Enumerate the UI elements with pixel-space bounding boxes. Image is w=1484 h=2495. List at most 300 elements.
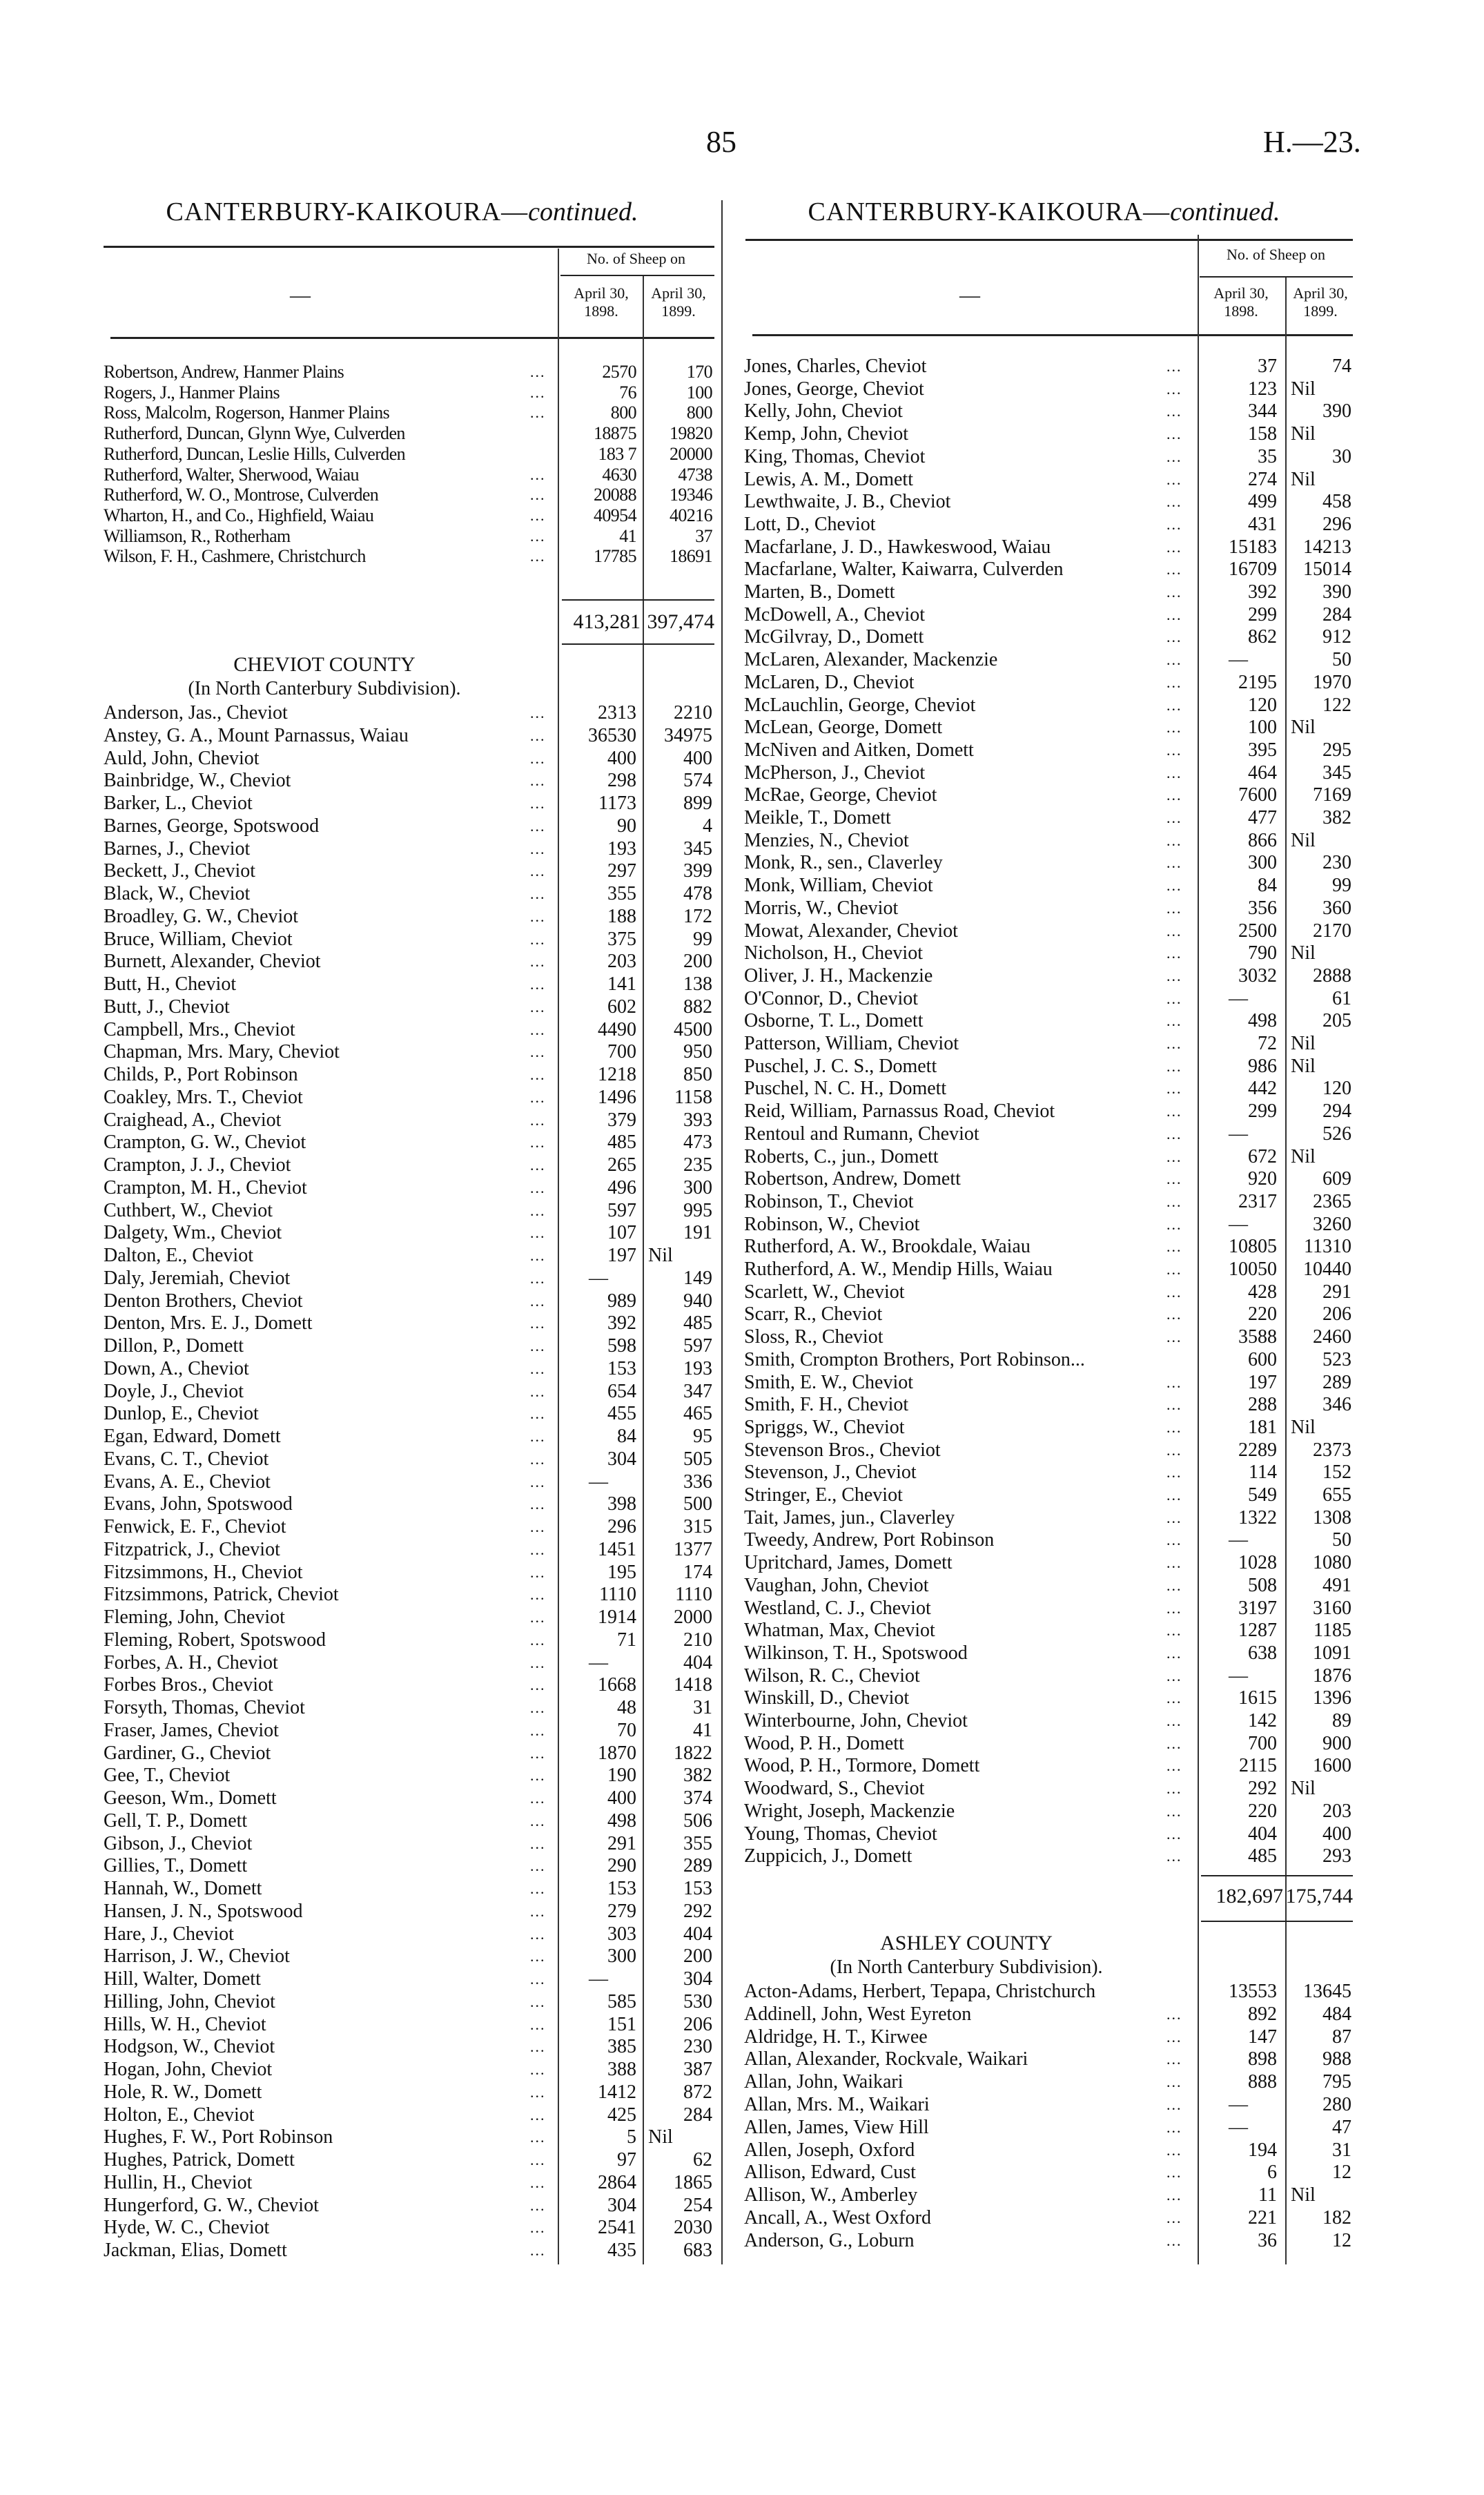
sheep-1899: 347: [683, 1380, 712, 1402]
owner-name: Hogan, John, Cheviot: [104, 2059, 273, 2080]
table-row: [104, 1945, 712, 1968]
table-row: [104, 1358, 712, 1380]
leader-dots: ...: [530, 363, 546, 380]
sheep-1898: 147: [1248, 2026, 1277, 2048]
sheep-1899: Nil: [1291, 2184, 1316, 2206]
left-total-1899: 397,474: [647, 610, 714, 633]
sheep-1898: 549: [1248, 1484, 1277, 1506]
leader-dots: ...: [1166, 786, 1182, 804]
owner-name: Nicholson, H., Cheviot: [744, 942, 923, 964]
leader-dots: ...: [530, 975, 546, 993]
sheep-1898: 195: [607, 1561, 636, 1583]
sheep-1899: 795: [1322, 2071, 1351, 2093]
owner-name: Smith, Crompton Brothers, Port Robinson...: [744, 1348, 1085, 1370]
table-row: [744, 1981, 1351, 2003]
owner-name: Forsyth, Thomas, Cheviot: [104, 1697, 305, 1718]
sheep-1899: 47: [1332, 2116, 1351, 2138]
owner-name: Dalgety, Wm., Cheviot: [104, 1222, 282, 1244]
leader-dots: ...: [1166, 2186, 1182, 2204]
sheep-1899: 206: [1322, 1303, 1351, 1326]
owner-name: Robinson, T., Cheviot: [744, 1190, 914, 1212]
owner-name: Wilkinson, T. H., Spotswood: [744, 1642, 968, 1664]
sheep-1898: 107: [607, 1222, 636, 1244]
leader-dots: ...: [1166, 1305, 1182, 1323]
table-row: [744, 1484, 1351, 1506]
owner-name: Hannah, W., Domett: [104, 1878, 262, 1899]
sheep-1899: 2030: [674, 2217, 712, 2239]
table-row: [744, 2026, 1351, 2048]
header-rule-bottom: [752, 334, 1353, 336]
leader-dots: ...: [530, 1812, 546, 1829]
table-row: [744, 1394, 1351, 1416]
leader-dots: ...: [1166, 515, 1182, 533]
owner-name: McLaren, Alexander, Mackenzie: [744, 649, 998, 671]
owner-name: McRae, George, Cheviot: [744, 784, 937, 806]
table-row: [744, 514, 1351, 536]
leader-dots: ...: [1166, 1554, 1182, 1572]
leader-dots: ...: [530, 907, 546, 925]
leader-dots: ...: [1166, 1328, 1182, 1346]
table-row: [744, 1575, 1351, 1597]
table-row: [104, 465, 712, 485]
sheep-1898: 2570: [602, 362, 636, 382]
sheep-1898: 274: [1248, 468, 1277, 490]
sheep-1898: 6: [1267, 2162, 1277, 2184]
page-number: 85: [706, 125, 736, 159]
sheep-1899: 152: [1322, 1462, 1351, 1484]
owner-name: Butt, H., Cheviot: [104, 973, 237, 995]
leader-dots: ...: [530, 1405, 546, 1423]
owner-name: Mowat, Alexander, Cheviot: [744, 920, 958, 942]
table-row: [104, 1539, 712, 1561]
table-row: [744, 739, 1351, 761]
sheep-1898: 392: [607, 1312, 636, 1334]
table-row: [104, 2240, 712, 2262]
owner-name: Fraser, James, Cheviot: [104, 1719, 279, 1741]
leader-dots: ...: [1166, 1103, 1182, 1120]
sheep-1899: 950: [683, 1041, 712, 1063]
sheep-1899: 19346: [669, 485, 712, 505]
sheep-1898: 16709: [1229, 559, 1277, 581]
sheep-1898: 181: [1248, 1416, 1277, 1438]
sheep-1899: 41: [693, 1719, 712, 1741]
table-row: [104, 860, 712, 882]
sheep-1898: 153: [607, 1357, 636, 1379]
sheep-1899: 203: [1322, 1800, 1351, 1822]
sheep-1899: 882: [683, 996, 712, 1018]
sheep-1899: 50: [1332, 649, 1351, 671]
sheep-1899: 4738: [678, 464, 712, 485]
sheep-1899: 1308: [1313, 1506, 1351, 1528]
sheep-1898: 400: [607, 747, 636, 769]
sheep-1898: 485: [607, 1132, 636, 1154]
sheep-1898: 602: [607, 996, 636, 1018]
owner-name: McLean, George, Domett: [744, 717, 943, 739]
sheep-1899: 295: [1322, 739, 1351, 761]
table-row: [744, 1665, 1351, 1687]
table-row: [104, 1606, 712, 1629]
table-row: [104, 838, 712, 860]
table-row: [744, 695, 1351, 717]
sheep-1899: 387: [683, 2059, 712, 2080]
table-row: [104, 382, 712, 403]
leader-dots: ...: [530, 465, 546, 483]
sheep-1899: 4: [703, 815, 712, 837]
leader-dots: ...: [530, 486, 546, 504]
leader-dots: ...: [1166, 1667, 1182, 1685]
sheep-1899: 12: [1332, 2162, 1351, 2184]
table-row: [744, 897, 1351, 920]
owner-name: Dunlop, E., Cheviot: [104, 1403, 259, 1425]
sheep-1899: 390: [1322, 400, 1351, 423]
sheep-1898: 13553: [1229, 1981, 1277, 2002]
owner-name: King, Thomas, Cheviot: [744, 445, 926, 467]
leader-dots: ...: [1166, 1712, 1182, 1729]
sheep-1899: 100: [686, 382, 712, 402]
leader-dots: ...: [530, 1247, 546, 1264]
owner-name: Osborne, T. L., Domett: [744, 1010, 924, 1032]
sheep-1899: 200: [683, 1945, 712, 1968]
sheep-1898: 598: [607, 1335, 636, 1357]
sheep-1899: 89: [1332, 1710, 1351, 1731]
sheep-1899: 191: [683, 1222, 712, 1244]
leader-dots: ...: [530, 506, 546, 524]
leader-dots: ...: [530, 1540, 546, 1558]
right-total-1898: 182,697: [1215, 1885, 1283, 1907]
sheep-1899: 74: [1332, 356, 1351, 377]
owner-name: Smith, F. H., Cheviot: [744, 1394, 909, 1416]
owner-name: Scarlett, W., Cheviot: [744, 1281, 905, 1303]
leader-dots: ...: [530, 1631, 546, 1649]
sheep-1899: 11310: [1304, 1236, 1351, 1258]
leader-dots: ...: [1166, 1441, 1182, 1459]
table-row: [104, 1154, 712, 1176]
sheep-1899: 174: [683, 1561, 712, 1583]
leader-dots: ...: [530, 1609, 546, 1626]
sheep-1899: 61: [1332, 987, 1351, 1009]
owner-name: Stevenson Bros., Cheviot: [744, 1439, 941, 1461]
table-row: [104, 2126, 712, 2148]
owner-name: Roberts, C., jun., Domett: [744, 1145, 939, 1167]
leader-dots: ...: [530, 1563, 546, 1581]
sheep-1898: 385: [607, 2036, 636, 2058]
table-row: [744, 1259, 1351, 1281]
header-rule-bottom: [110, 337, 714, 339]
subtotal-rule: [562, 599, 714, 601]
owner-name: Patterson, William, Cheviot: [744, 1033, 959, 1054]
leader-dots: ...: [530, 704, 546, 721]
owner-name: Woodward, S., Cheviot: [744, 1778, 925, 1800]
table-row: [104, 1652, 712, 1674]
leader-dots: ...: [530, 1902, 546, 1920]
header-rule-top: [745, 239, 1353, 241]
table-row: [104, 1290, 712, 1312]
owner-name: Gibson, J., Cheviot: [104, 1832, 253, 1854]
owner-name: Tweedy, Andrew, Port Robinson: [744, 1529, 995, 1551]
sheep-1898: —: [1229, 649, 1248, 671]
leader-dots: ...: [1166, 2164, 1182, 2182]
leader-dots: ...: [530, 1043, 546, 1061]
sheep-1899: 850: [683, 1064, 712, 1085]
column-divider: [721, 200, 723, 2264]
leader-dots: ...: [530, 1473, 546, 1491]
table-row: [744, 1598, 1351, 1620]
sheep-1898: 3032: [1238, 964, 1277, 987]
owner-name: Black, W., Cheviot: [104, 883, 251, 904]
owner-name: Hodgson, W., Cheviot: [104, 2036, 275, 2058]
sheep-1899: 940: [683, 1290, 712, 1312]
sheep-1898: 700: [1248, 1732, 1277, 1754]
owner-name: Cuthbert, W., Cheviot: [104, 1199, 273, 1221]
sheep-1898: 672: [1248, 1145, 1277, 1167]
table-row: [744, 604, 1351, 626]
sheep-1898: 700: [607, 1041, 636, 1063]
sheep-1899: 1158: [674, 1086, 712, 1108]
table-row: [744, 1123, 1351, 1145]
table-row: [744, 581, 1351, 603]
leader-dots: ...: [1166, 854, 1182, 872]
owner-name: Kemp, John, Cheviot: [744, 423, 908, 445]
sheep-1899: Nil: [1291, 1416, 1316, 1438]
sheep-1899: Nil: [1291, 942, 1316, 964]
table-row: [104, 526, 712, 547]
leader-dots: ...: [530, 1721, 546, 1739]
owner-name: Evans, A. E., Cheviot: [104, 1470, 271, 1493]
leader-dots: ...: [530, 1088, 546, 1106]
owner-name: Rutherford, A. W., Brookdale, Waiau: [744, 1236, 1031, 1258]
table-row: [744, 762, 1351, 784]
sheep-1899: 30: [1332, 445, 1351, 467]
leader-dots: ...: [1166, 1035, 1182, 1052]
owner-name: Jones, George, Cheviot: [744, 378, 924, 400]
leader-dots: ...: [1166, 2231, 1182, 2249]
sheep-1899: 1970: [1313, 671, 1351, 693]
owner-name: Rutherford, A. W., Mendip Hills, Waiau: [744, 1259, 1053, 1280]
sheep-1898: 2541: [598, 2217, 636, 2239]
table-row: [104, 1810, 712, 1832]
table-row: [104, 2059, 712, 2081]
sheep-1899: 1418: [674, 1674, 712, 1696]
table-row: [104, 362, 712, 382]
leader-dots: ...: [530, 1111, 546, 1129]
sheep-1899: 390: [1322, 581, 1351, 603]
sheep-1898: 920: [1248, 1168, 1277, 1190]
sheep-1899: Nil: [648, 2126, 673, 2148]
leader-dots: ...: [530, 404, 546, 422]
sheep-1898: 496: [607, 1176, 636, 1198]
sheep-1899: 296: [1322, 513, 1351, 535]
leader-dots: ...: [1166, 1396, 1182, 1414]
owner-name: O'Connor, D., Cheviot: [744, 987, 919, 1009]
sheep-1899: Nil: [1291, 1778, 1316, 1800]
owner-name: Crampton, G. W., Cheviot: [104, 1132, 306, 1154]
sheep-1898: 193: [607, 837, 636, 860]
header-col-1898: April 30, 1898.: [574, 284, 629, 320]
table-row: [744, 2139, 1351, 2162]
sheep-1898: 36: [1258, 2229, 1277, 2251]
owner-name: McPherson, J., Cheviot: [744, 761, 926, 784]
owner-name: McDowell, A., Cheviot: [744, 603, 926, 625]
leader-dots: ...: [1166, 1125, 1182, 1143]
owner-name: Rentoul and Rumann, Cheviot: [744, 1123, 979, 1145]
table-row: [744, 875, 1351, 897]
title-text: CANTERBURY-KAIKOURA—: [166, 197, 529, 226]
sheep-1899: 31: [693, 1697, 712, 1718]
leader-dots: ...: [1166, 1531, 1182, 1549]
sheep-1898: 71: [617, 1629, 636, 1651]
sheep-1898: 790: [1248, 942, 1277, 964]
sheep-1899: 62: [693, 2149, 712, 2171]
ashley-county-heading: ASHLEY COUNTY: [880, 1932, 1053, 1954]
sheep-1898: 508: [1248, 1574, 1277, 1596]
leader-dots: ...: [1166, 1508, 1182, 1526]
table-row: [744, 988, 1351, 1010]
leader-dots: ...: [1166, 719, 1182, 737]
sheep-1899: 574: [683, 770, 712, 792]
sheep-1898: —: [1229, 2094, 1248, 2115]
owner-name: Lewis, A. M., Domett: [744, 468, 913, 490]
leader-dots: ...: [530, 2196, 546, 2214]
table-row: [104, 1222, 712, 1244]
owner-name: Craighead, A., Cheviot: [104, 1109, 282, 1131]
sheep-1898: 1287: [1238, 1620, 1277, 1642]
owner-name: Allan, Alexander, Rockvale, Waikari: [744, 2048, 1028, 2070]
header-group-label: No. of Sheep on: [1227, 246, 1325, 263]
owner-name: Down, A., Cheviot: [104, 1357, 249, 1379]
leader-dots: ...: [1166, 741, 1182, 759]
owner-name: McLauchlin, George, Cheviot: [744, 694, 976, 716]
owner-name: Ancall, A., West Oxford: [744, 2207, 931, 2229]
table-row: [744, 1733, 1351, 1755]
table-row: [744, 1529, 1351, 1551]
owner-name: Young, Thomas, Cheviot: [744, 1823, 937, 1845]
table-row: [744, 2048, 1351, 2070]
leader-dots: ...: [1166, 1170, 1182, 1188]
table-row: [104, 402, 712, 423]
sheep-1899: 50: [1332, 1529, 1351, 1551]
table-row: [104, 1833, 712, 1855]
leader-dots: ...: [1166, 358, 1182, 375]
sheep-1898: 10050: [1229, 1259, 1277, 1280]
leader-dots: ...: [530, 1948, 546, 1965]
owner-name: Forbes, A. H., Cheviot: [104, 1651, 278, 1673]
owner-name: Winterbourne, John, Cheviot: [744, 1710, 968, 1731]
table-row: [104, 1584, 712, 1606]
header-col-1899: April 30, 1899.: [651, 284, 706, 320]
leader-dots: ...: [530, 2038, 546, 2056]
table-row: [104, 1426, 712, 1448]
owner-name: Wilson, R. C., Cheviot: [744, 1664, 920, 1687]
sheep-1898: 898: [1248, 2048, 1277, 2070]
sheep-1899: 400: [1322, 1823, 1351, 1845]
leader-dots: ...: [1166, 1757, 1182, 1775]
sheep-1899: Nil: [1291, 423, 1316, 445]
sheep-1899: 374: [683, 1787, 712, 1809]
sheep-1898: 989: [607, 1290, 636, 1312]
sheep-1898: 1451: [598, 1538, 636, 1560]
sheep-1898: 290: [607, 1855, 636, 1877]
leader-dots: ...: [530, 1337, 546, 1355]
owner-name: Winskill, D., Cheviot: [744, 1687, 910, 1709]
total-rule: [1201, 1921, 1353, 1922]
owner-name: Allan, Mrs. M., Waikari: [744, 2094, 930, 2115]
owner-name: Wright, Joseph, Mackenzie: [744, 1800, 955, 1822]
table-row: [104, 1991, 712, 2013]
table-row: [104, 1064, 712, 1086]
table-row: [104, 770, 712, 792]
sheep-1898: 20088: [593, 485, 636, 505]
sheep-1898: 5: [627, 2126, 636, 2148]
sheep-1898: 18875: [593, 423, 636, 444]
owner-name: Fitzpatrick, J., Cheviot: [104, 1538, 280, 1560]
sheep-1899: Nil: [1291, 1055, 1316, 1077]
sheep-1898: 892: [1248, 2003, 1277, 2025]
leader-dots: ...: [530, 1134, 546, 1152]
sheep-1898: —: [1229, 1123, 1248, 1145]
sheep-1899: 200: [683, 951, 712, 973]
table-row: [744, 423, 1351, 445]
sheep-1899: 491: [1322, 1574, 1351, 1596]
owner-name: Barnes, George, Spotswood: [104, 815, 320, 837]
sheep-1899: 458: [1322, 491, 1351, 513]
table-row: [744, 1755, 1351, 1777]
sheep-1898: 392: [1248, 581, 1277, 603]
sheep-1898: 100: [1248, 717, 1277, 739]
right-section-title: [732, 197, 1356, 227]
leader-dots: ...: [530, 930, 546, 948]
sheep-1898: 203: [607, 951, 636, 973]
sheep-1899: 193: [683, 1357, 712, 1379]
table-row: [104, 815, 712, 837]
owner-name: Broadley, G. W., Cheviot: [104, 905, 299, 927]
owner-name: Allen, James, View Hill: [744, 2116, 929, 2138]
table-row: [744, 1214, 1351, 1236]
sheep-1898: 188: [607, 905, 636, 927]
table-row: [744, 807, 1351, 829]
table-row: [744, 2117, 1351, 2139]
owner-name: Upritchard, James, Domett: [744, 1552, 953, 1574]
leader-dots: ...: [1166, 538, 1182, 556]
leader-dots: ...: [1166, 1734, 1182, 1752]
sheep-1898: 304: [607, 2194, 636, 2216]
table-row: [104, 1109, 712, 1132]
sheep-1899: 899: [683, 793, 712, 814]
sheep-1899: 20000: [669, 443, 712, 464]
sheep-1898: 498: [1248, 1010, 1277, 1032]
owner-name: Hansen, J. N., Spotswood: [104, 1900, 303, 1922]
sheep-1899: 293: [1322, 1845, 1351, 1867]
owner-name: Fitzsimmons, H., Cheviot: [104, 1561, 303, 1583]
owner-name: Bainbridge, W., Cheviot: [104, 770, 291, 792]
owner-name: Fitzsimmons, Patrick, Cheviot: [104, 1584, 339, 1606]
sheep-1899: Nil: [1291, 1033, 1316, 1054]
sheep-1899: 18691: [669, 546, 712, 567]
table-row: [104, 1674, 712, 1696]
table-row: [104, 2149, 712, 2171]
owner-name: Hill, Walter, Domett: [104, 1968, 261, 1990]
sheep-1898: 120: [1248, 694, 1277, 716]
leader-dots: ...: [1166, 899, 1182, 917]
table-row: [744, 2071, 1351, 2093]
sheep-1898: 36530: [588, 724, 636, 746]
leader-dots: ...: [530, 1834, 546, 1852]
owner-name: Hare, J., Cheviot: [104, 1923, 234, 1945]
leader-dots: ...: [1166, 1418, 1182, 1436]
leader-dots: ...: [1166, 1689, 1182, 1707]
owner-name: Coakley, Mrs. T., Cheviot: [104, 1086, 303, 1108]
sheep-1899: 4500: [674, 1018, 712, 1040]
table-row: [104, 1200, 712, 1222]
